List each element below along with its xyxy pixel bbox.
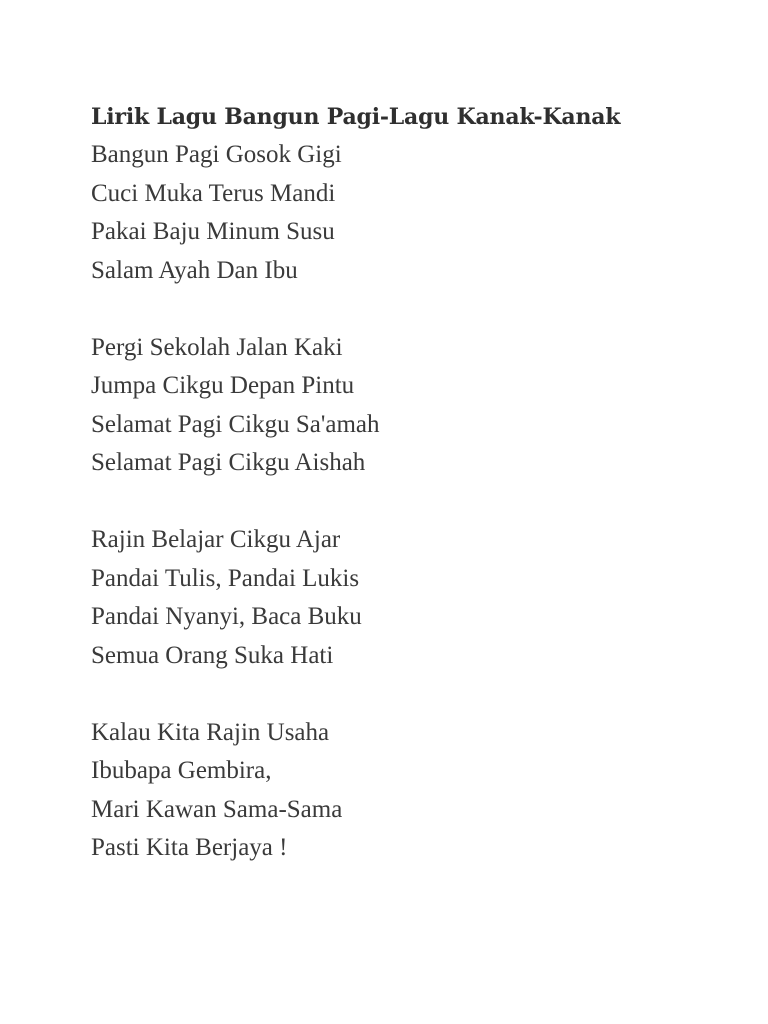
lyric-line: Selamat Pagi Cikgu Sa'amah — [91, 410, 380, 438]
stanza-4 — [91, 714, 731, 868]
stanza-1 — [91, 136, 731, 290]
lyric-line: Jumpa Cikgu Depan Pintu — [91, 372, 355, 399]
lyric-line: Salam Ayah Dan Ibu — [91, 256, 298, 284]
lyric-line: Selamat Pagi Cikgu Aishah — [91, 449, 366, 476]
lyric-line: Pandai Tulis, Pandai Lukis — [91, 564, 360, 592]
lyric-line: Pergi Sekolah Jalan Kaki — [91, 333, 343, 361]
lyric-line: Ibubapa Gembira, — [91, 757, 272, 784]
stanza-2 — [91, 329, 731, 483]
lyric-line: Cuci Muka Terus Mandi — [91, 179, 336, 207]
document-title: Lirik Lagu Bangun Pagi-Lagu Kanak-Kanak — [91, 104, 621, 130]
lyric-line: Pakai Baju Minum Susu — [91, 218, 335, 245]
lyric-line: Semua Orang Suka Hati — [91, 641, 334, 669]
document-page — [91, 98, 731, 868]
stanza-3 — [91, 521, 731, 675]
stanza-divider — [91, 675, 731, 714]
lyric-line: Mari Kawan Sama-Sama — [91, 795, 343, 823]
lyric-line: Kalau Kita Rajin Usaha — [91, 718, 330, 746]
stanza-divider — [91, 483, 731, 522]
stanza-divider — [91, 290, 731, 329]
lyric-line: Pasti Kita Berjaya ! — [91, 834, 288, 861]
lyric-line: Pandai Nyanyi, Baca Buku — [91, 603, 362, 630]
lyric-line: Rajin Belajar Cikgu Ajar — [91, 526, 341, 553]
lyric-line: Bangun Pagi Gosok Gigi — [91, 141, 342, 168]
